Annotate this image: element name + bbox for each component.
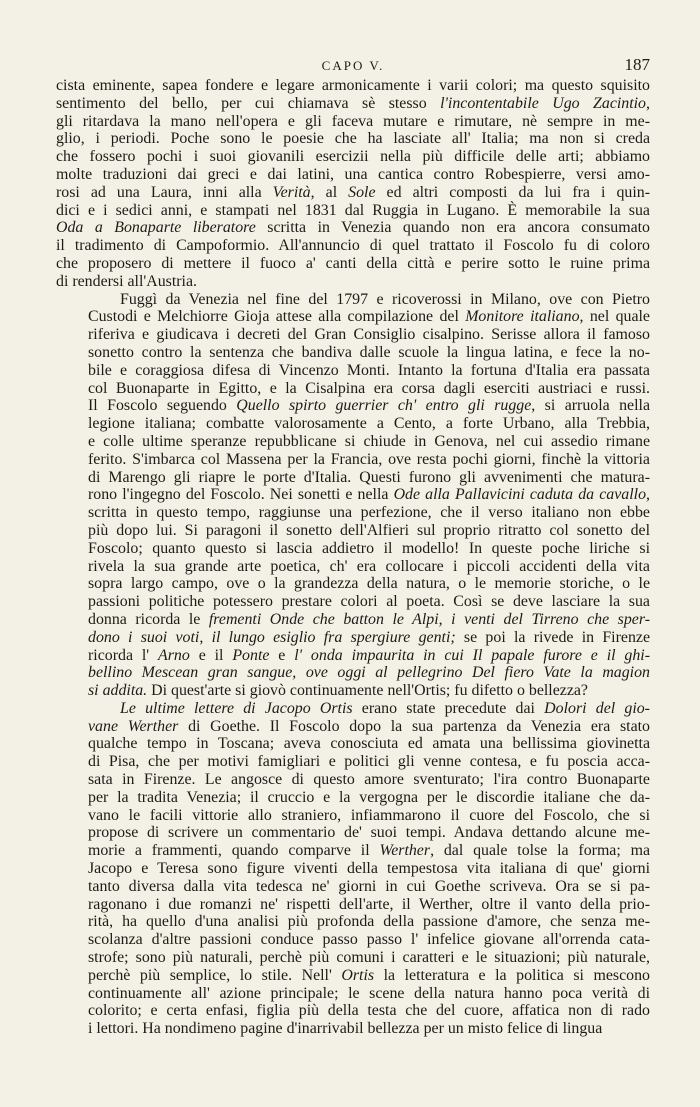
text-line — [56, 469, 650, 487]
text-run: che proposero di mettere il fuoco a' canti della città e perire sotto le ruine prima — [56, 254, 650, 272]
text-run: cista eminente, sapea fondere e legare armonicamente i varii colori; ma questo squisito — [56, 77, 650, 94]
text-run: rità, ha quello d'una analisi più profonda della passione d'amore, che senza me- — [88, 913, 650, 931]
text-run: Foscolo; quanto questo si lascia addietro il modello! In queste poche liriche si — [88, 539, 650, 557]
text-run: bile e coraggiosa difesa di Vincenzo Monti. Intanto la fortuna d'Italia era passata — [88, 361, 650, 379]
text-line — [56, 967, 650, 985]
italic-text: Le ultime lettere di Jacopo Ortis — [120, 699, 353, 717]
italic-text: Ode alla Pallavicini caduta da cavallo — [393, 486, 647, 504]
text-run: , si arruola nella — [531, 397, 650, 415]
text-run: che fossero pochi i suoi giovanili esercizii nella più difficile delle arti; abbiamo — [56, 148, 650, 166]
text-line — [56, 824, 650, 842]
italic-text: Verità — [272, 183, 311, 201]
text-run: ragonano i due romanzi ne' rispetti dell'arte, il Werther, oltre il vanto della prio- — [88, 895, 650, 913]
text-line — [56, 718, 650, 736]
text-run: e colle ultime speranze repubblicane si chiude in Genova, nel cui assedio rimane — [88, 432, 650, 450]
text-run: Custodi e Melchiorre Gioja attese alla compilazione del — [88, 308, 466, 326]
text-run: Il Foscolo seguendo — [88, 397, 237, 415]
paragraph — [56, 291, 650, 700]
text-run: molte traduzioni dai greci e dai latini, una cantica contro Robespierre, versi amo- — [56, 165, 650, 183]
italic-text: dono i suoi voti, il lungo esiglio fra spergiure genti; — [88, 628, 456, 646]
text-line — [56, 629, 650, 647]
text-run: scolanza d'altre passioni conduce passo passo l' infelice giovane all'orrenda cata- — [88, 931, 650, 949]
text-line — [56, 611, 650, 629]
text-line — [56, 148, 650, 166]
text-line — [56, 273, 650, 291]
text-run: vano le facili vittorie allo straniero, infiammarono il cuore del Foscolo, che si — [88, 806, 650, 824]
text-line — [56, 202, 650, 220]
italic-text: l'incontentabile Ugo Zacintio — [440, 94, 647, 112]
text-run: sata in Firenze. Le angosce di questo amore sventurato; l'ira contro Buonaparte — [88, 771, 650, 789]
text-run: e — [269, 646, 295, 664]
italic-text: si addita. — [88, 682, 148, 700]
text-run: scritta in Venezia quando non era ancora consumato — [255, 219, 650, 237]
text-line — [56, 130, 650, 148]
text-line — [56, 308, 650, 326]
text-line — [56, 1002, 650, 1020]
text-line — [56, 931, 650, 949]
text-run: , al — [310, 183, 349, 201]
text-line — [56, 362, 650, 380]
text-run: colorito; e certa enfasi, figlia più della testa che del cuore, affatica non di rado — [88, 1002, 650, 1020]
text-line — [56, 326, 650, 344]
text-run: legione italiana; combatte valorosamente a Cento, a forte Urbano, alla Trebbia, — [88, 415, 650, 433]
text-line — [56, 735, 650, 753]
text-line — [56, 771, 650, 789]
text-run: rivela la sua grande arte poetica, ch' era collocare i piccoli accidenti della vita — [88, 557, 650, 575]
text-line — [56, 842, 650, 860]
italic-text: Oda a Bonaparte liberatore — [56, 219, 256, 237]
text-line — [56, 522, 650, 540]
italic-text: frementi Onde che batton le Alpi, i venti del Tirreno che sper- — [208, 610, 650, 628]
text-line — [56, 540, 650, 558]
text-run: continuamente all' azione principale; le scene della natura hanno poca verità di — [88, 984, 650, 1002]
text-line — [56, 433, 650, 451]
text-run: i lettori. Ha nondimeno pagine d'inarrivabil bellezza per un misto felice di lingua — [88, 1020, 603, 1038]
text-line — [56, 77, 650, 95]
text-run: di Pisa, che per motivi famigliari e politici gli venne contesa, e fu poscia acca- — [88, 753, 650, 771]
text-run: strofe; sono più naturali, perchè più comuni i caratteri e le situazioni; più naturale, — [88, 949, 650, 967]
text-line — [56, 291, 650, 309]
text-line — [56, 166, 650, 184]
text-line — [56, 451, 650, 469]
text-line — [56, 949, 650, 967]
text-run: donna ricorda le — [88, 610, 209, 628]
text-line — [56, 380, 650, 398]
text-run: perchè più semplice, lo stile. Nell' — [88, 966, 342, 984]
text-line — [56, 237, 650, 255]
text-run: gli ritardava la mano nell'opera e gli faceva mutare e rimutare, nè sempre in me- — [56, 112, 650, 130]
text-line — [56, 593, 650, 611]
text-run: di Marengo gli riapre le porte d'Italia. Questi furono gli avvenimenti che matura- — [88, 468, 650, 486]
running-head — [56, 55, 650, 78]
italic-text: vane Werther — [88, 717, 179, 735]
text-run: la letteratura e la politica si mescono — [374, 966, 650, 984]
paragraph — [56, 700, 650, 1038]
text-run: passioni politiche potessero prestare colori al poeta. Così se deve lasciare la sua — [88, 593, 650, 611]
page-number: 187 — [624, 55, 650, 74]
text-line — [56, 1020, 650, 1038]
italic-text: Dolori del gio- — [544, 699, 650, 717]
chapter-title: CAPO V. — [321, 58, 385, 73]
text-run: più dopo lui. Si paragoni il sonetto dell'Alfieri sul proprio ritratto col sonetto del — [88, 521, 650, 539]
text-run: di rendersi all'Austria. — [56, 272, 197, 290]
paragraph — [56, 77, 650, 291]
text-run: propose di scrivere un commentario de' suoi tempi. Andava dettando alcune me- — [88, 824, 650, 842]
text-run: rono l'ingegno del Foscolo. Nei sonetti e nella — [88, 486, 394, 504]
text-run: ed altri composti da lui fra i quin- — [375, 183, 651, 201]
text-run: se poi la rivede in Firenze — [455, 628, 650, 646]
text-run: dici e i sedici anni, e stampati nel 1831 dal Ruggia in Lugano. È memorabile la sua — [56, 201, 650, 219]
text-run: ricorda l' — [88, 646, 159, 664]
text-line — [56, 504, 650, 522]
text-run: e il — [189, 646, 233, 664]
text-line — [56, 219, 650, 237]
text-line — [56, 344, 650, 362]
text-line — [56, 753, 650, 771]
text-line — [56, 415, 650, 433]
text-line — [56, 558, 650, 576]
text-line — [56, 878, 650, 896]
text-run: col Buonaparte in Egitto, e la Cisalpina era corsa dagli eserciti austriaci e russi. — [88, 379, 650, 397]
italic-text: Werther — [379, 842, 431, 860]
text-run: rosi ad una Laura, inni alla — [56, 183, 273, 201]
text-line — [56, 486, 650, 504]
text-line — [56, 255, 650, 273]
text-line — [56, 647, 650, 665]
text-line — [56, 682, 650, 700]
text-run: , — [646, 94, 650, 112]
text-run: sentimento del bello, per cui chiamava sè stesso — [56, 94, 441, 112]
text-run: sopra largo campo, ove o la grandezza della natura, o le memorie storiche, o le — [88, 575, 650, 593]
text-run: , nel quale — [579, 308, 650, 326]
text-line — [56, 789, 650, 807]
text-line — [56, 985, 650, 1003]
text-run: qualche tempo in Toscana; aveva conosciuta ed amata una bellissima giovinetta — [88, 735, 650, 753]
text-run: erano state precedute dai — [352, 699, 545, 717]
text-run: , dal quale tolse la forma; ma — [430, 842, 651, 860]
text-line — [56, 184, 650, 202]
body-text — [56, 77, 650, 1038]
text-run: glio, i periodi. Poche sono le poesie che ha lasciate all' Italia; ma non si creda — [56, 130, 650, 148]
text-line — [56, 397, 650, 415]
italic-text: Sole — [348, 183, 376, 201]
text-run: riferiva e giudicava i decreti del Gran Consiglio cisalpino. Serisse allora il famoso — [88, 326, 650, 344]
italic-text: l' onda impaurita in cui Il papale furore e il ghi- — [294, 646, 651, 664]
text-line — [56, 575, 650, 593]
text-run: , — [646, 486, 650, 504]
text-run: Fuggì da Venezia nel fine del 1797 e ricoverossi in Milano, ove con Pietro — [120, 290, 650, 308]
italic-text: Ponte — [232, 646, 270, 664]
text-run: Jacopo e Teresa sono figure viventi della tempestosa vita italiana di que' giorni — [88, 860, 650, 878]
text-line — [56, 95, 650, 113]
text-run: morie a frammenti, quando comparve il — [88, 842, 380, 860]
italic-text: Ortis — [341, 966, 375, 984]
text-line — [56, 664, 650, 682]
text-run: ferito. S'imbarca col Massena per la Francia, ove resta pochi giorni, finchè la vittoria — [88, 450, 650, 468]
italic-text: Quello spirto guerrier ch' entro gli rugge — [236, 397, 532, 415]
text-run: Di quest'arte si giovò continuamente nell'Ortis; fu difetto o bellezza? — [147, 682, 588, 700]
text-line — [56, 700, 650, 718]
italic-text: bellino Mescean gran sangue, ove oggi al pellegrino Del fiero Vate la magion — [88, 664, 650, 682]
text-run: tanto diversa dalla vita tedesca ne' giorni in cui Goethe scriveva. Ora se si pa- — [88, 877, 650, 895]
text-run: sonetto contro la sentenza che bandiva dalle scuole la lingua latina, e fece la no- — [88, 343, 650, 361]
text-run: di Goethe. Il Foscolo dopo la sua partenza da Venezia era stato — [178, 717, 650, 735]
text-line — [56, 113, 650, 131]
text-run: scritta in questo tempo, raggiunse una perfezione, che il verso italiano non ebbe — [88, 504, 650, 522]
italic-text: Arno — [158, 646, 190, 664]
text-line — [56, 896, 650, 914]
text-run: il tradimento di Campoformio. All'annuncio di quel trattato il Foscolo fu di coloro — [56, 237, 650, 255]
text-line — [56, 807, 650, 825]
text-line — [56, 860, 650, 878]
italic-text: Monitore italiano — [465, 308, 580, 326]
text-line — [56, 913, 650, 931]
text-run: per la tradita Venezia; il cruccio e la vergogna per le discordie italiane che da- — [88, 788, 650, 806]
